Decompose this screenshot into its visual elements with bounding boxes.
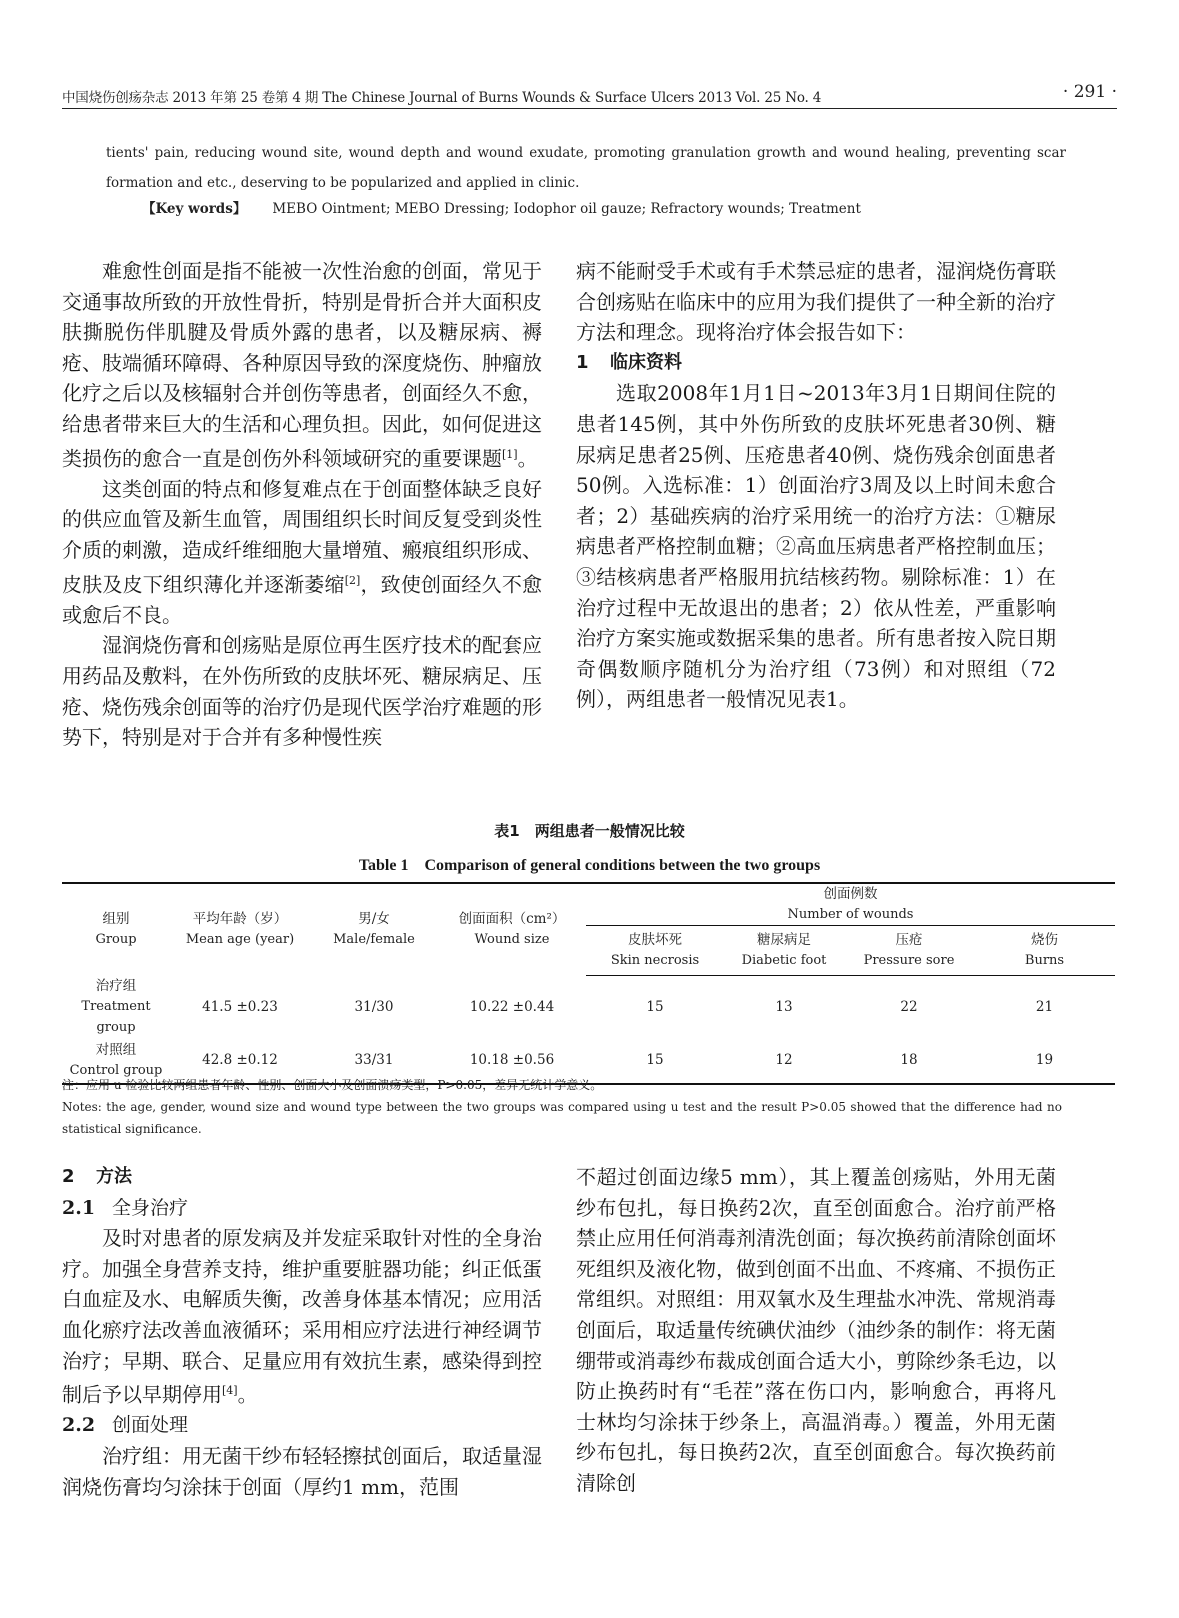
header-skin-necrosis: 皮肤坏死 Skin necrosis [586,926,724,976]
lower-right-column [576,1162,1056,1499]
citation-ref: [2] [344,573,361,587]
table-title-en: Table 1 Comparison of general conditions between the two groups [358,857,821,874]
upper-left-column [62,256,542,753]
cell-group: 对照组 Control group [62,1038,170,1084]
table-note-en: Notes: the age, gender, wound size and wound type between the two groups was compared using u test and the result P>0.05 showed that the difference had no statistical significance. [62,1100,1062,1136]
upper-right-column [576,256,1056,715]
cell-burns: 19 [974,1038,1115,1084]
table-row [62,976,1115,1038]
intro-paragraph-1: 难愈性创面是指不能被一次性治愈的创面，常见于交通事故所致的开放性骨折，特别是骨折合并大面积皮肤撕脱伤伴肌腱及骨质外露的患者，以及糖尿病、褥疮、肢端循环障碍、各种原因导致的深度烧伤、肿瘤放化疗之后以及核辐射合并创伤等患者，创面经久不愈，给患者带来巨大的生活和心理负担。因此，如何促进这类损伤的愈合一直是创伤外科领域研究的重要课题[1]。 [62,259,542,471]
cell-diabetic-foot: 12 [724,1038,844,1084]
lower-left-column [62,1162,542,1502]
keywords-text: MEBO Ointment; MEBO Dressing; Iodophor oil gauze; Refractory wounds; Treatment [272,201,861,217]
header-diabetic-foot: 糖尿病足 Diabetic foot [724,926,844,976]
cell-age: 42.8 ±0.12 [170,1038,310,1084]
cell-skin-necrosis: 15 [646,998,664,1015]
citation-ref: [1] [502,447,518,461]
table-note-cn: 注：应用 u 检验比较两组患者年龄、性别、创面大小及创面溃疡类型，P>0.05，差异无统计学意义。 [62,1078,603,1092]
cell-pressure-sore: 22 [900,998,918,1015]
header-pressure-sore: 压疮 Pressure sore [844,926,974,976]
section-2-heading: 2 方法 [62,1166,132,1187]
journal-header: 中国烧伤创疡杂志 2013 年第 25 卷第 4 期 The Chinese Journal of Burns Wounds & Surface Ulcers 2013 Vol. 25 No. 4 [62,90,822,106]
cell-wound-size: 10.18 ±0.56 [438,1038,586,1084]
cell-sex: 31/30 [354,998,394,1015]
table-notes [62,1074,1062,1140]
abstract-tail: tients' pain, reducing wound site, wound depth and wound exudate, promoting granulation growth and wound healing, preventing scar formation and etc., deserving to be popularized and applied in clinic. [106,145,1066,191]
cell-pressure-sore: 18 [844,1038,974,1084]
cell-wound-size: 10.22 ±0.44 [469,998,555,1015]
section-1-heading: 1 临床资料 [576,351,682,373]
header-group: 组别 Group [62,883,170,976]
intro-paragraph-3-continued: 病不能耐受手术或有手术禁忌症的患者，湿润烧伤膏联合创疡贴在临床中的应用为我们提供了一种全新的治疗方法和理念。现将治疗体会报告如下： [576,259,1056,345]
citation-ref: [4] [222,1384,238,1398]
intro-paragraph-3: 湿润烧伤膏和创疡贴是原位再生医疗技术的配套应用药品及敷料，在外伤所致的皮肤坏死、糖尿病足、压疮、烧伤残余创面等的治疗仍是现代医学治疗难题的形势下，特别是对于合并有多种慢性疾 [62,633,542,750]
general-conditions-table [62,882,1115,1085]
section-1-paragraph: 选取2008年1月1日~2013年3月1日期间住院的患者145例，其中外伤所致的皮肤坏死患者30例、糖尿病足患者25例、压疮患者40例、烧伤残余创面患者50例。入选标准：1）创面治疗3周及以上时间未愈合者；2）基础疾病的治疗采用统一的治疗方法：①糖尿病患者严格控制血糖；②高血压病患者严格控制血压；③结核病患者严格服用抗结核药物。剔除标准：1）在治疗过程中无故退出的患者；2）依从性差，严重影响治疗方案实施或数据采集的患者。所有患者按入院日期奇偶数顺序随机分为治疗组（73例）和对照组（72例），两组患者一般情况见表1。 [576,381,1056,712]
header-rule [62,108,1117,109]
keywords [142,197,1062,217]
section-2-2-heading: 2.2 创面处理 [62,1414,189,1437]
page-number: · 291 · [1062,82,1117,102]
cell-sex: 33/31 [310,1038,438,1084]
intro-paragraph-2: 这类创面的特点和修复难点在于创面整体缺乏良好的供应血管及新生血管，周围组织长时间反复受到炎性介质的刺激，造成纤维细胞大量增殖、瘢痕组织形成、皮肤及皮下组织薄化并逐渐萎缩[2]，致使创面经久不愈或愈后不良。 [62,476,543,627]
section-2-2-paragraph-continued: 不超过创面边缘5 mm），其上覆盖创疡贴，外用无菌纱布包扎，每日换药2次，直至创面愈合。治疗前严格禁止应用任何消毒剂清洗创面；每次换药前清除创面坏死组织及液化物，做到创面不出血、不疼痛、不损伤正常组织。对照组：用双氧水及生理盐水冲洗、常规消毒创面后，取适量传统碘伏油纱（油纱条的制作：将无菌绷带或消毒纱布裁成创面合适大小，剪除纱条毛边，以防止换药时有“毛茬”落在伤口内，影响愈合，再将凡士林均匀涂抹于纱条上，高温消毒。）覆盖，外用无菌纱布包扎，每日换药2次，直至创面愈合。每次换药前清除创 [576,1165,1056,1495]
section-2-1-paragraph: 及时对患者的原发病及并发症采取针对性的全身治疗。加强全身营养支持，维护重要脏器功能；纠正低蛋白血症及水、电解质失衡，改善身体基本情况；应用活血化瘀疗法改善血液循环；采用相应疗法进行神经调节治疗；早期、联合、足量应用有效抗生素，感染得到控制后予以早期停用[4]。 [62,1226,542,1407]
header-sex: 男/女 Male/female [310,883,438,976]
cell-group: 治疗组 Treatment group [81,977,151,1035]
header-number-of-wounds: 创面例数 Number of wounds [586,883,1115,926]
section-2-2-paragraph: 治疗组：用无菌干纱布轻轻擦拭创面后，取适量湿润烧伤膏均匀涂抹于创面（厚约1 mm，范围 [62,1444,542,1499]
cell-burns: 21 [1035,998,1054,1015]
header-burns: 烧伤 Burns [974,926,1115,976]
keywords-label: 【Key words】 [142,201,247,217]
table-title-cn: 表1 两组患者一般情况比较 [494,822,685,840]
cell-age: 41.5 ±0.23 [202,998,278,1015]
header-wound-size: 创面面积（cm²） Wound size [438,883,586,976]
header-age: 平均年龄（岁） Mean age (year) [170,883,310,976]
section-2-1-heading: 2.1 全身治疗 [62,1196,189,1219]
cell-diabetic-foot: 13 [775,998,793,1015]
cell-skin-necrosis: 15 [586,1038,724,1084]
